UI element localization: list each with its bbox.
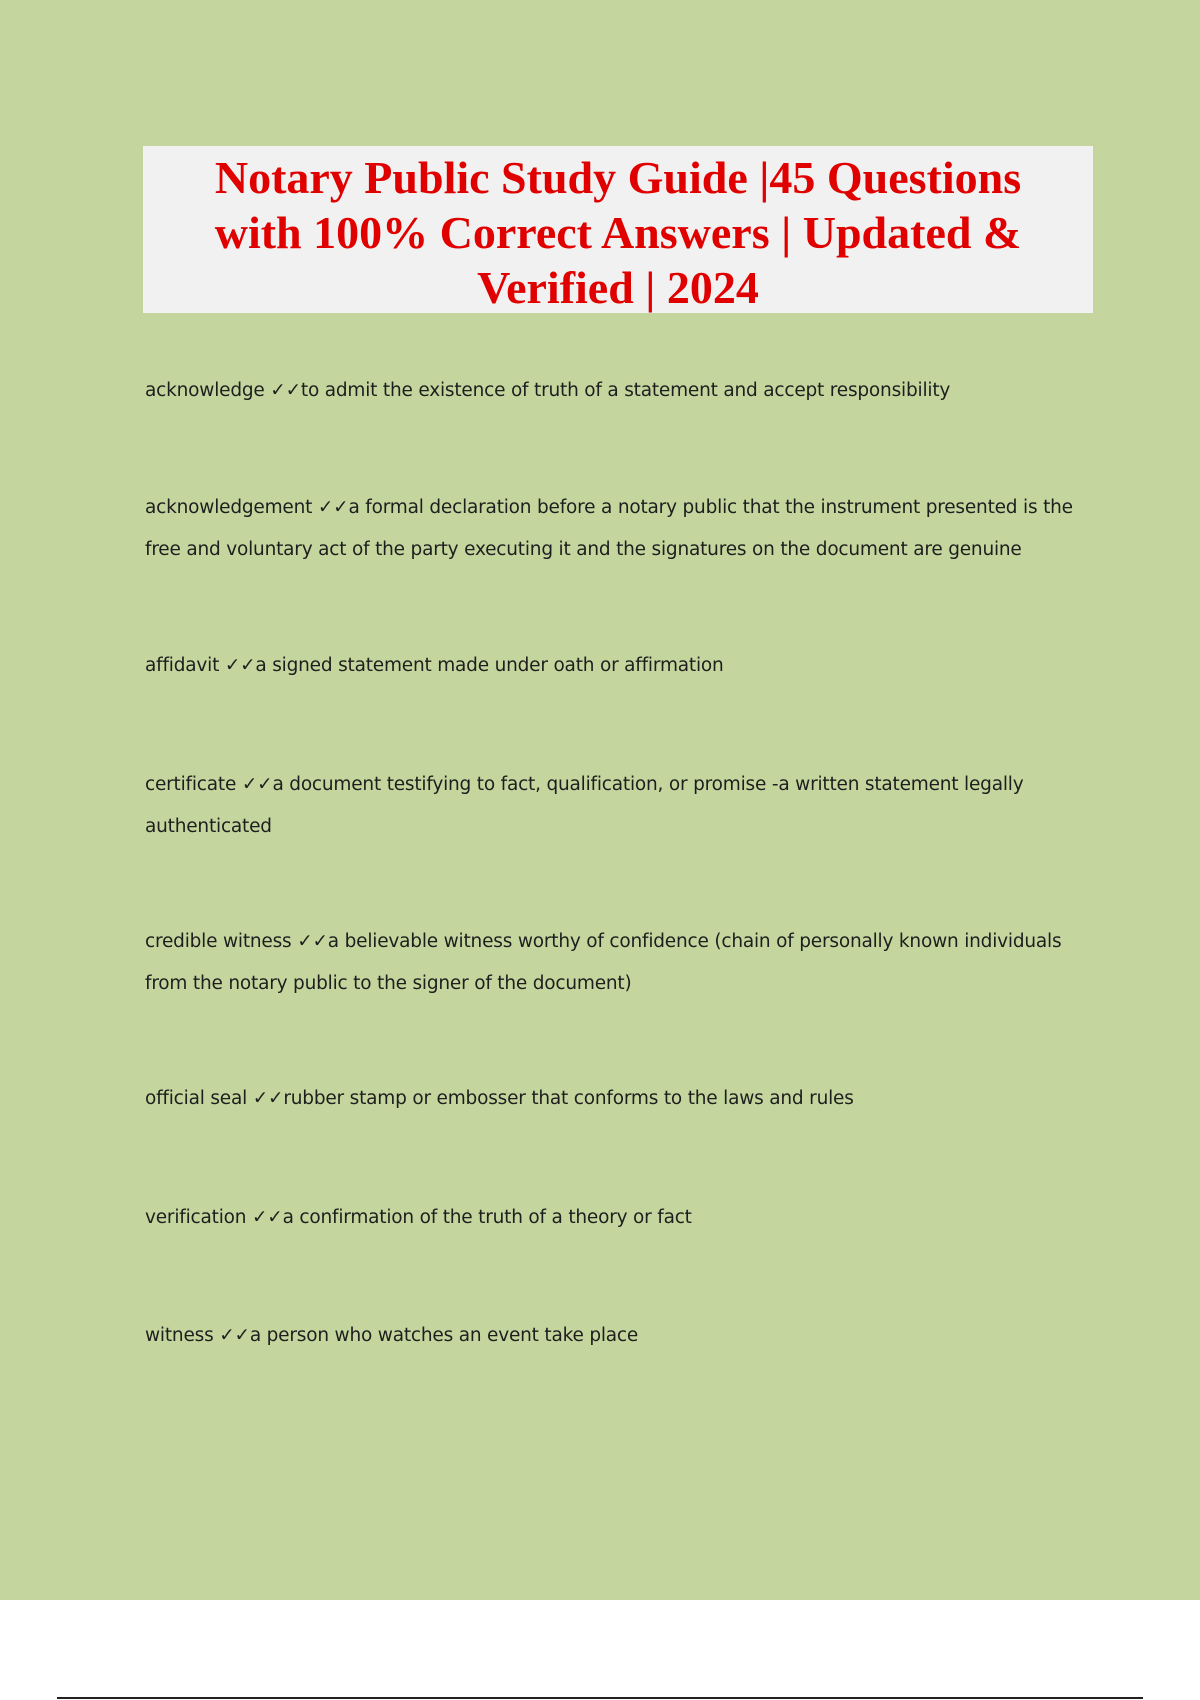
document-title: Notary Public Study Guide |45 Questions with 100% Correct Answers | Updated & Verified | 2024 <box>214 152 1022 313</box>
footer-divider <box>57 1697 1143 1699</box>
entry-definition: a formal declaration before a notary public that the instrument presented is the free and voluntary act of the party executing it and the signatures on the document are genuine <box>145 497 1073 560</box>
check-marks: ✓✓ <box>297 931 328 952</box>
glossary-entry <box>145 1315 1095 1357</box>
entry-term: verification <box>145 1207 247 1228</box>
entry-term: credible witness <box>145 931 292 952</box>
entry-definition: a person who watches an event take place <box>249 1325 639 1346</box>
glossary-entry <box>145 764 1095 848</box>
glossary-entry <box>145 921 1095 1005</box>
glossary-entry <box>145 370 1095 412</box>
entry-definition: a document testifying to fact, qualification, or promise -a written statement legally authenticated <box>145 774 1024 837</box>
entry-definition: rubber stamp or embosser that conforms to the laws and rules <box>283 1088 854 1109</box>
check-marks: ✓✓ <box>317 497 349 518</box>
entry-definition: a signed statement made under oath or affirmation <box>255 655 724 676</box>
title-banner <box>143 146 1093 313</box>
entry-term: acknowledge <box>145 380 265 401</box>
entry-definition: to admit the existence of truth of a statement and accept responsibility <box>300 380 951 401</box>
glossary-entry <box>145 487 1095 571</box>
check-marks: ✓✓ <box>241 774 273 795</box>
glossary-entry <box>145 1197 1095 1239</box>
entry-term: acknowledgement <box>145 497 313 518</box>
check-marks: ✓✓ <box>252 1088 284 1109</box>
check-marks: ✓✓ <box>224 655 256 676</box>
glossary-entry <box>145 645 1095 687</box>
entry-definition: a believable witness worthy of confidence (chain of personally known individuals from the notary public to the signer of the document) <box>145 931 1062 994</box>
check-marks: ✓✓ <box>219 1325 250 1346</box>
check-marks: ✓✓ <box>270 380 301 401</box>
entry-definition: a confirmation of the truth of a theory or fact <box>282 1207 692 1228</box>
entry-term: official seal <box>145 1088 248 1109</box>
entry-term: affidavit <box>145 655 220 676</box>
glossary-entry <box>145 1078 1095 1120</box>
entry-term: witness <box>145 1325 214 1346</box>
check-marks: ✓✓ <box>251 1207 283 1228</box>
entry-term: certificate <box>145 774 237 795</box>
